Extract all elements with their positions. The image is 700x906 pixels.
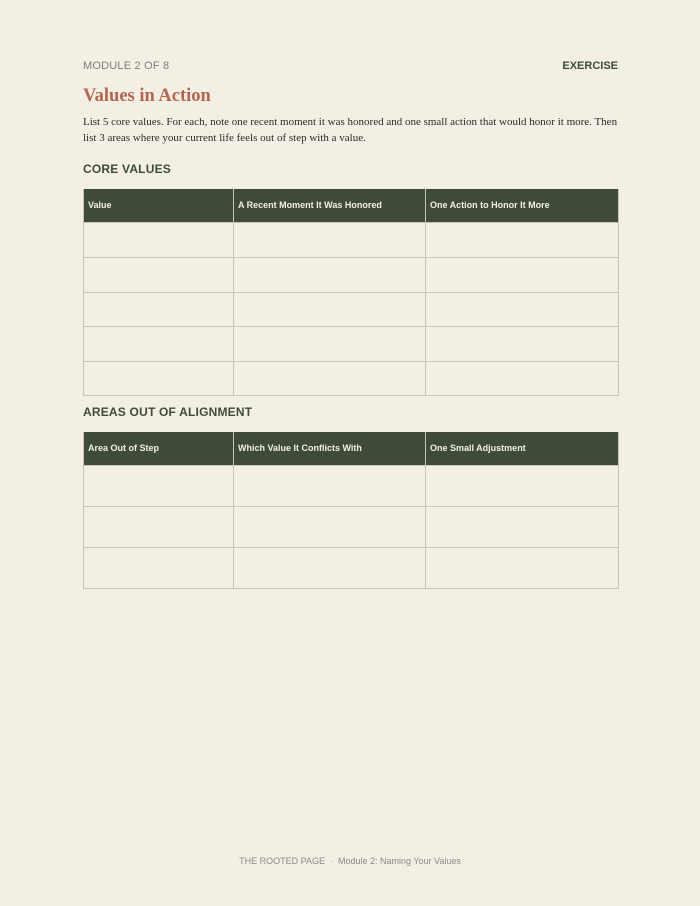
table-header-row [84, 189, 619, 222]
value-cell[interactable] [84, 222, 234, 257]
alignment-heading: AREAS OUT OF ALIGNMENT [83, 405, 253, 419]
area-cell[interactable] [84, 465, 234, 506]
adjustment-cell[interactable] [426, 506, 619, 547]
footer-separator: · [329, 856, 333, 866]
table-row [84, 465, 619, 506]
conflict-cell[interactable] [234, 506, 426, 547]
table-row [84, 292, 619, 326]
table-row [84, 361, 619, 395]
table-row [84, 547, 619, 588]
column-header: Area Out of Step [84, 432, 234, 465]
table-row [84, 257, 619, 292]
module-label: MODULE 2 OF 8 [83, 60, 170, 72]
moment-cell[interactable] [234, 361, 426, 395]
area-cell[interactable] [84, 547, 234, 588]
area-cell[interactable] [84, 506, 234, 547]
moment-cell[interactable] [234, 257, 426, 292]
action-cell[interactable] [426, 326, 619, 361]
core-values-heading: CORE VALUES [83, 162, 171, 176]
action-cell[interactable] [426, 292, 619, 326]
table-header-row [84, 432, 619, 465]
action-cell[interactable] [426, 222, 619, 257]
conflict-cell[interactable] [234, 547, 426, 588]
action-cell[interactable] [426, 257, 619, 292]
moment-cell[interactable] [234, 222, 426, 257]
top-bar [83, 60, 618, 74]
page-title: Values in Action [83, 86, 211, 106]
moment-cell[interactable] [234, 326, 426, 361]
moment-cell[interactable] [234, 292, 426, 326]
table-row [84, 222, 619, 257]
footer-brand: THE ROOTED PAGE [239, 856, 325, 866]
value-cell[interactable] [84, 292, 234, 326]
table-row [84, 506, 619, 547]
alignment-table [83, 432, 619, 589]
core-values-table [83, 189, 619, 396]
column-header: One Small Adjustment [426, 432, 619, 465]
footer-module-title: Module 2: Naming Your Values [337, 856, 461, 866]
value-cell[interactable] [84, 326, 234, 361]
page-footer [0, 856, 700, 866]
instructions: List 5 core values. For each, note one recent moment it was honored and one small action that would honor it more. Then list 3 areas where your current life feels out of step with a value. [83, 116, 618, 144]
table-row [84, 326, 619, 361]
column-header: A Recent Moment It Was Honored [234, 189, 426, 222]
action-cell[interactable] [426, 361, 619, 395]
column-header: One Action to Honor It More [426, 189, 619, 222]
value-cell[interactable] [84, 257, 234, 292]
column-header: Which Value It Conflicts With [234, 432, 426, 465]
column-header: Value [84, 189, 234, 222]
conflict-cell[interactable] [234, 465, 426, 506]
value-cell[interactable] [84, 361, 234, 395]
adjustment-cell[interactable] [426, 547, 619, 588]
adjustment-cell[interactable] [426, 465, 619, 506]
exercise-label: EXERCISE [562, 60, 618, 72]
